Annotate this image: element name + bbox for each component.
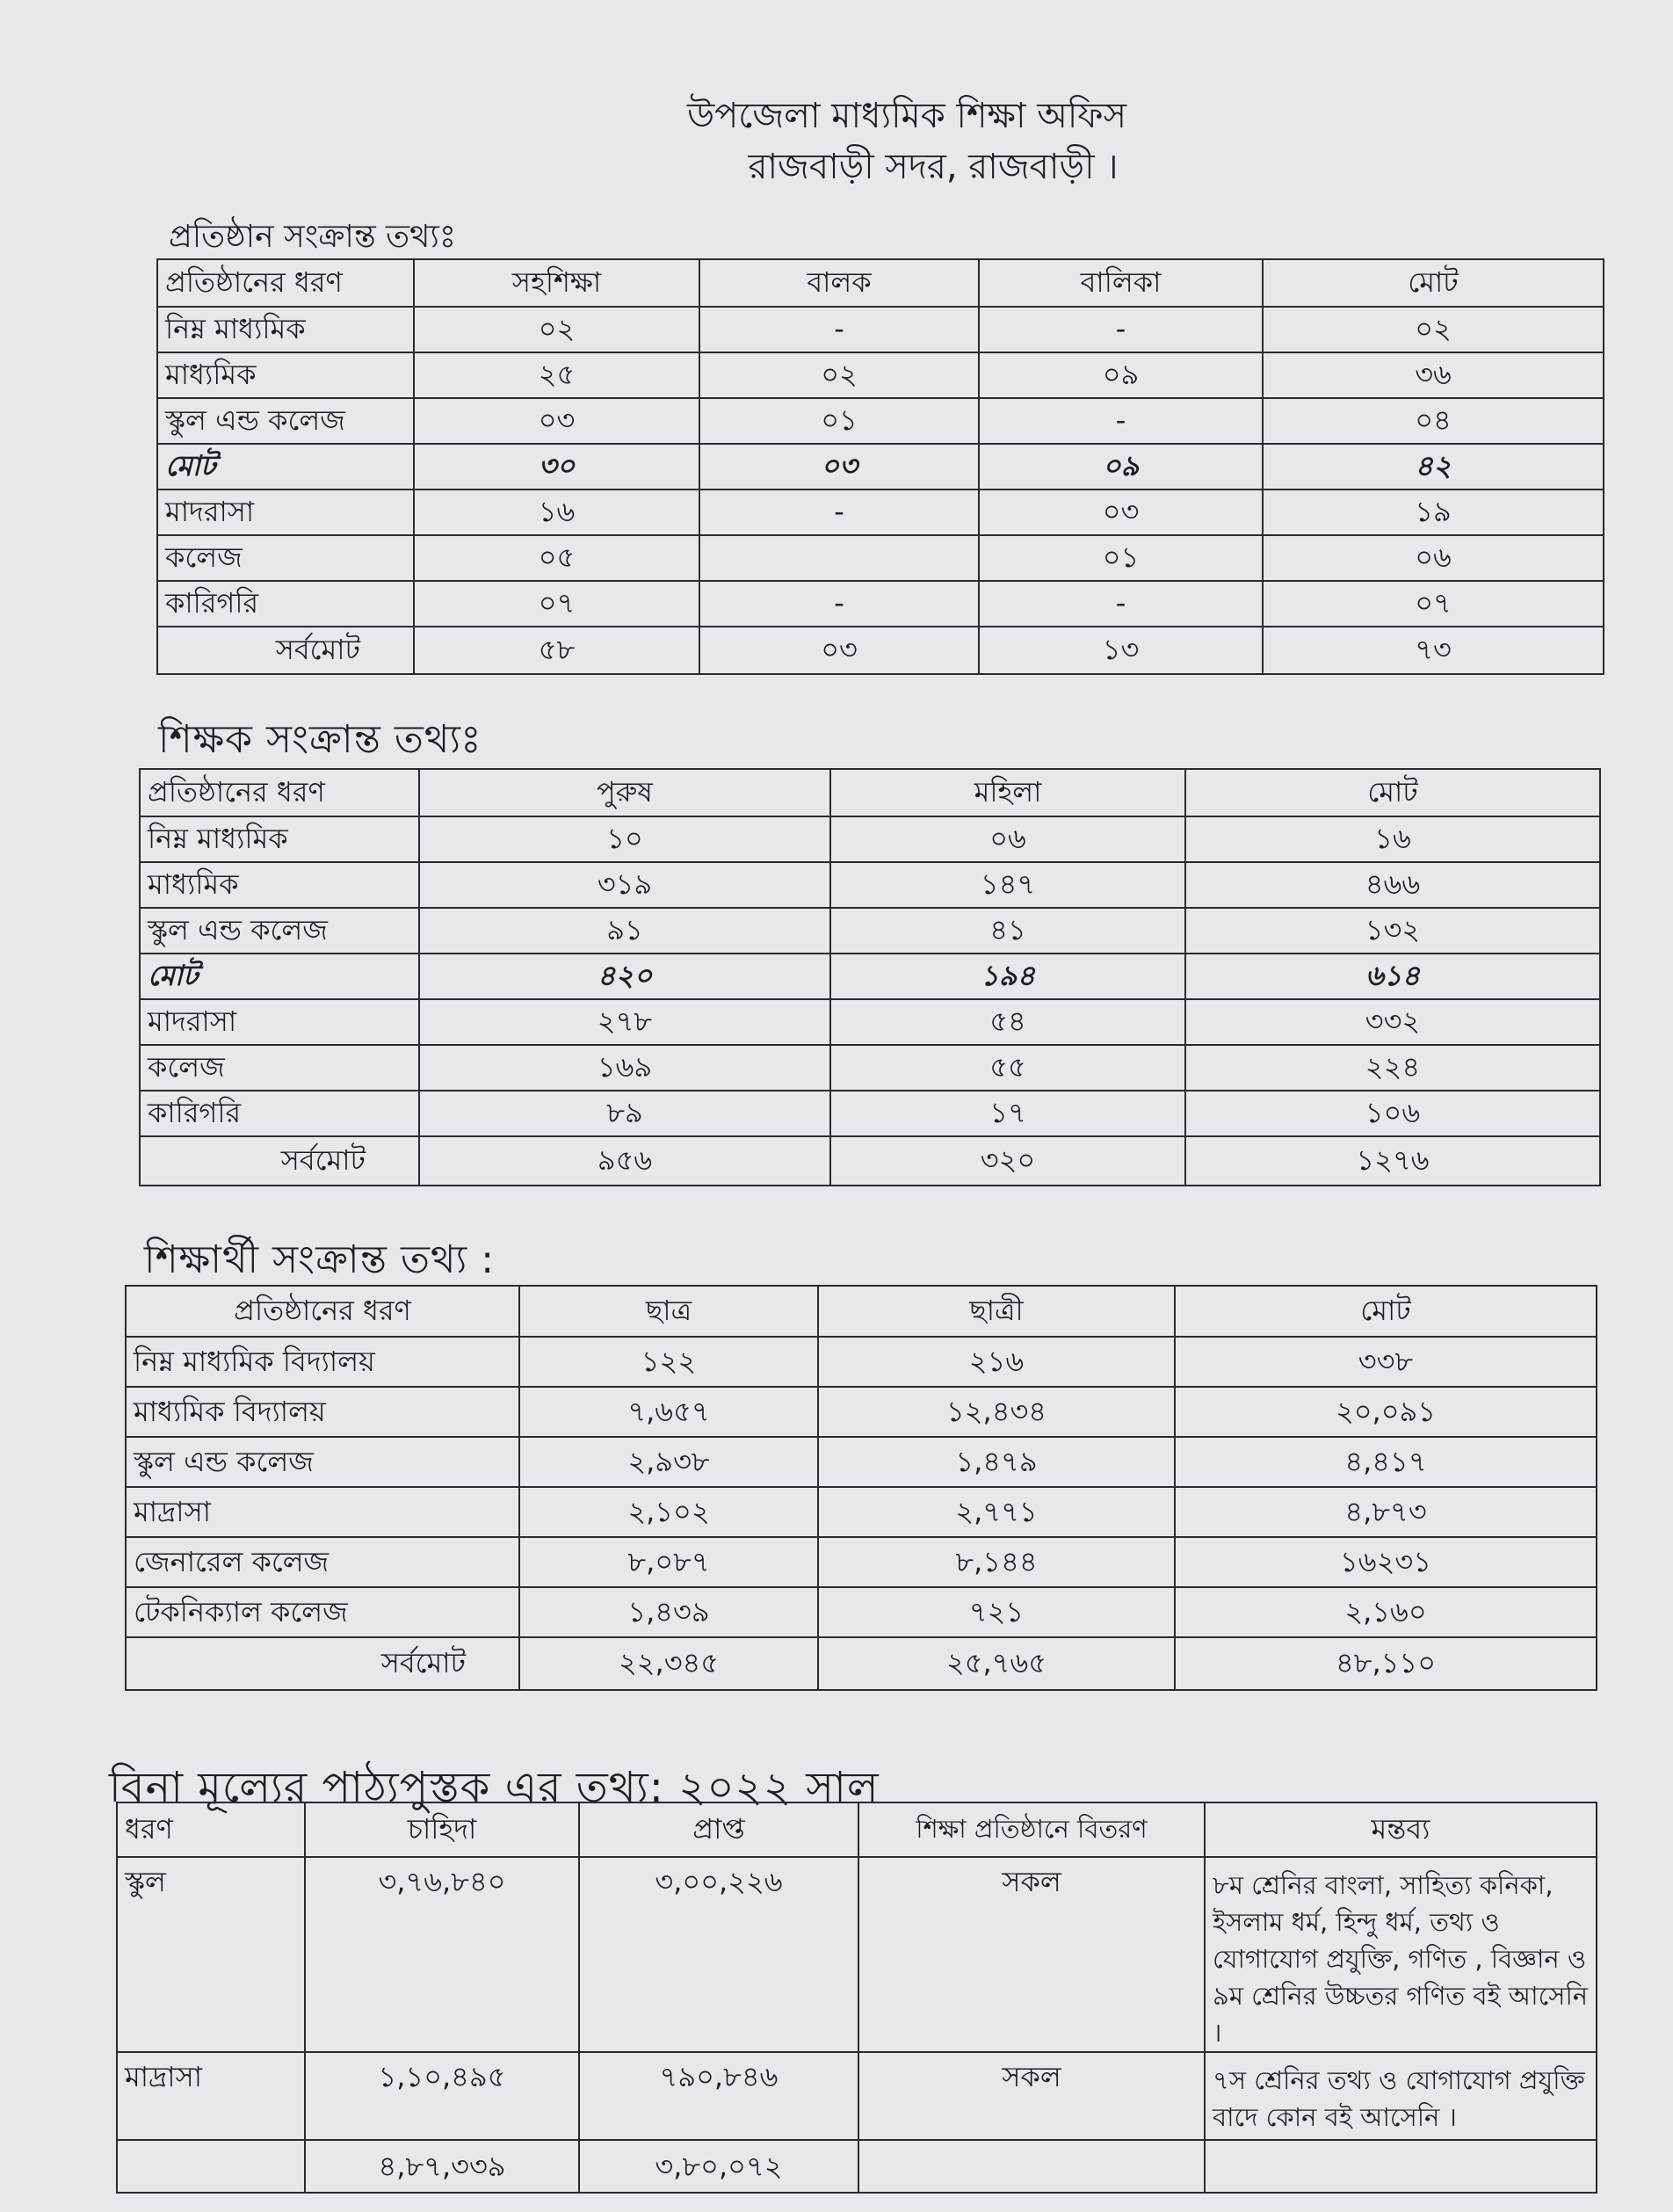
grand-total-row (126, 1637, 1597, 1690)
table-cell: ১৯৪ (830, 954, 1185, 999)
row-label: মোট (157, 444, 414, 490)
table-cell: ১০৬ (1185, 1091, 1600, 1136)
table-cell: ১৩২ (1185, 908, 1600, 954)
textbooks-title: বিনা মূল্যের পাঠ্যপুস্তক এর তথ্য: ২০২২ সাল (109, 1763, 880, 1812)
table-cell: ৩০ (414, 444, 699, 490)
table-cell: ০১ (699, 398, 979, 444)
table-cell: ৩২০ (830, 1136, 1185, 1186)
table-cell: ১৭ (830, 1091, 1185, 1136)
row-label: মোট (140, 954, 419, 999)
row-label: স্কুল এন্ড কলেজ (126, 1437, 519, 1487)
table-cell: ৫৫ (830, 1045, 1185, 1091)
col-header: সহশিক্ষা (414, 259, 699, 307)
table-cell: ৩,০০,২২৬ (579, 1857, 858, 2052)
col-header: ধরণ (117, 1802, 305, 1857)
table-cell: ১,৪৩৯ (519, 1587, 818, 1637)
table-cell: ১০ (419, 816, 830, 862)
row-label: স্কুল (117, 1857, 305, 2052)
col-header: বালক (699, 259, 979, 307)
table-cell: ০৬ (1263, 535, 1604, 581)
table-cell: ৫৮ (414, 627, 699, 674)
table-row (126, 1587, 1597, 1637)
table-cell: ০৩ (414, 398, 699, 444)
table-row (157, 307, 1604, 352)
table-cell: ২,১০২ (519, 1487, 818, 1537)
table-row (140, 1091, 1600, 1136)
row-label: নিম্ন মাধ্যমিক (157, 307, 414, 352)
table-row (126, 1337, 1597, 1387)
table-row (117, 1857, 1597, 2052)
table-cell: ০২ (1263, 307, 1604, 352)
row-label: মাদ্রাসা (126, 1487, 519, 1537)
office-location: রাজবাড়ী সদর, রাজবাড়ী । (748, 147, 1119, 187)
col-header: পুরুষ (419, 769, 830, 816)
table-cell: ২,৭৭১ (818, 1487, 1175, 1537)
table-cell: ০৩ (699, 627, 979, 674)
row-label: নিম্ন মাধ্যমিক বিদ্যালয় (126, 1337, 519, 1387)
row-label (117, 2140, 305, 2193)
table-cell: - (979, 307, 1263, 352)
table-cell: ১৪৭ (830, 862, 1185, 908)
table-row (157, 581, 1604, 627)
row-label: কারিগরি (140, 1091, 419, 1136)
total-row (117, 2140, 1597, 2193)
table-row (126, 1387, 1597, 1437)
table-cell: ৪১ (830, 908, 1185, 954)
table-cell: ১৬২৩১ (1175, 1537, 1597, 1587)
table-cell: ৭,৬৫৭ (519, 1387, 818, 1437)
row-label: মাধ্যমিক (140, 862, 419, 908)
table-cell: ৮৯ (419, 1091, 830, 1136)
table-cell: ৩৩২ (1185, 999, 1600, 1045)
row-label: নিম্ন মাধ্যমিক (140, 816, 419, 862)
col-header: মোট (1263, 259, 1604, 307)
table-header-row (140, 769, 1600, 816)
table-cell: ৯১ (419, 908, 830, 954)
table-cell: সকল (858, 1857, 1205, 2052)
table-cell: ৩৬ (1263, 352, 1604, 398)
table-row (140, 1045, 1600, 1091)
col-header: শিক্ষা প্রতিষ্ঠানে বিতরণ (858, 1802, 1205, 1857)
table-cell: ২,১৬০ (1175, 1587, 1597, 1637)
table-cell: - (699, 490, 979, 535)
students-title: শিক্ষার্থী সংক্রান্ত তথ্য : (144, 1237, 496, 1282)
table-cell: - (979, 581, 1263, 627)
row-label: সর্বমোট (140, 1136, 419, 1186)
table-row (126, 1537, 1597, 1587)
col-header: চাহিদা (305, 1802, 579, 1857)
subtotal-row (157, 444, 1604, 490)
table-cell: ৩১৯ (419, 862, 830, 908)
table-cell: ২৭৮ (419, 999, 830, 1045)
table-cell: ৪২ (1263, 444, 1604, 490)
col-header: মন্তব্য (1205, 1802, 1597, 1857)
row-label: মাধ্যমিক বিদ্যালয় (126, 1387, 519, 1437)
table-cell: ২২,৩৪৫ (519, 1637, 818, 1690)
table-cell: ৩,৭৬,৮৪০ (305, 1857, 579, 2052)
table-cell (699, 535, 979, 581)
table-cell: ৪৬৬ (1185, 862, 1600, 908)
remark-cell (1205, 2140, 1597, 2193)
col-header: প্রতিষ্ঠানের ধরণ (140, 769, 419, 816)
table-header-row (117, 1802, 1597, 1857)
table-cell: ৭২১ (818, 1587, 1175, 1637)
col-header: ছাত্র (519, 1286, 818, 1337)
table-row (126, 1437, 1597, 1487)
table-cell: ৭৯০,৮৪৬ (579, 2052, 858, 2140)
col-header: প্রাপ্ত (579, 1802, 858, 1857)
col-header: বালিকা (979, 259, 1263, 307)
table-row (140, 999, 1600, 1045)
table-cell: ১৬ (1185, 816, 1600, 862)
table-row (140, 816, 1600, 862)
table-row (157, 398, 1604, 444)
table-cell: ০২ (414, 307, 699, 352)
row-label: টেকনিক্যাল কলেজ (126, 1587, 519, 1637)
table-cell: ৪২০ (419, 954, 830, 999)
table-cell: ১৬৯ (419, 1045, 830, 1091)
grand-total-row (157, 627, 1604, 674)
table-cell: ০৫ (414, 535, 699, 581)
table-cell: ৯৫৬ (419, 1136, 830, 1186)
table-cell: ০১ (979, 535, 1263, 581)
teachers-title: শিক্ষক সংক্রান্ত তথ্যঃ (158, 717, 482, 762)
table-cell: ৩৩৮ (1175, 1337, 1597, 1387)
office-title: উপজেলা মাধ্যমিক শিক্ষা অফিস (686, 96, 1127, 136)
table-cell: ৪,৮৭৩ (1175, 1487, 1597, 1537)
table-cell: ১২৭৬ (1185, 1136, 1600, 1186)
row-label: স্কুল এন্ড কলেজ (157, 398, 414, 444)
row-label: কলেজ (140, 1045, 419, 1091)
row-label: স্কুল এন্ড কলেজ (140, 908, 419, 954)
col-header: ছাত্রী (818, 1286, 1175, 1337)
table-row (157, 535, 1604, 581)
table-cell: ৩,৮০,০৭২ (579, 2140, 858, 2193)
table-cell: ২৫,৭৬৫ (818, 1637, 1175, 1690)
row-label: সর্বমোট (126, 1637, 519, 1690)
col-header: প্রতিষ্ঠানের ধরণ (157, 259, 414, 307)
table-cell: ০৯ (979, 444, 1263, 490)
table-cell: ৮,০৮৭ (519, 1537, 818, 1587)
table-header-row (157, 259, 1604, 307)
table-cell: ৬১৪ (1185, 954, 1600, 999)
row-label: মাদরাসা (140, 999, 419, 1045)
teachers-table (139, 768, 1601, 1186)
table-cell: ১৯ (1263, 490, 1604, 535)
table-cell: ০৭ (414, 581, 699, 627)
table-cell: ৭৩ (1263, 627, 1604, 674)
remark-cell: ৭স শ্রেনির তথ্য ও যোগাযোগ প্রযুক্তি বাদে কোন বই আসেনি । (1205, 2052, 1597, 2140)
row-label: মাধ্যমিক (157, 352, 414, 398)
table-cell: ৫৪ (830, 999, 1185, 1045)
table-cell: ৮,১৪৪ (818, 1537, 1175, 1587)
col-header: মহিলা (830, 769, 1185, 816)
table-cell (858, 2140, 1205, 2193)
table-cell: ০৩ (699, 444, 979, 490)
table-cell: ১২২ (519, 1337, 818, 1387)
table-cell: - (699, 581, 979, 627)
col-header: মোট (1185, 769, 1600, 816)
table-cell: ২৫ (414, 352, 699, 398)
table-cell: ১,১০,৪৯৫ (305, 2052, 579, 2140)
table-cell: ৪৮,১১০ (1175, 1637, 1597, 1690)
table-cell: ০৬ (830, 816, 1185, 862)
table-cell: ১৬ (414, 490, 699, 535)
table-cell: ২২৪ (1185, 1045, 1600, 1091)
table-row (140, 908, 1600, 954)
table-cell: ১,৪৭৯ (818, 1437, 1175, 1487)
students-table (125, 1285, 1597, 1691)
subtotal-row (140, 954, 1600, 999)
table-cell: ০৭ (1263, 581, 1604, 627)
row-label: সর্বমোট (157, 627, 414, 674)
table-cell: ২১৬ (818, 1337, 1175, 1387)
grand-total-row (140, 1136, 1600, 1186)
table-cell: সকল (858, 2052, 1205, 2140)
table-cell: ৪,৮৭,৩৩৯ (305, 2140, 579, 2193)
col-header: মোট (1175, 1286, 1597, 1337)
institutions-table (156, 258, 1604, 675)
row-label: জেনারেল কলেজ (126, 1537, 519, 1587)
table-cell: ২,৯৩৮ (519, 1437, 818, 1487)
table-row (126, 1487, 1597, 1537)
col-header: প্রতিষ্ঠানের ধরণ (126, 1286, 519, 1337)
table-cell: ১৩ (979, 627, 1263, 674)
table-cell: ০২ (699, 352, 979, 398)
row-label: কলেজ (157, 535, 414, 581)
table-cell: ০৩ (979, 490, 1263, 535)
institutions-title: প্রতিষ্ঠান সংক্রান্ত তথ্যঃ (169, 219, 457, 255)
table-cell: - (979, 398, 1263, 444)
table-row (140, 862, 1600, 908)
table-cell: ৪,৪১৭ (1175, 1437, 1597, 1487)
row-label: মাদরাসা (157, 490, 414, 535)
table-row (157, 352, 1604, 398)
table-cell: ০৪ (1263, 398, 1604, 444)
table-cell: ২০,০৯১ (1175, 1387, 1597, 1437)
row-label: মাদ্রাসা (117, 2052, 305, 2140)
table-header-row (126, 1286, 1597, 1337)
textbooks-table (116, 1802, 1597, 2194)
remark-cell: ৮ম শ্রেনির বাংলা, সাহিত্য কনিকা, ইসলাম ধর্ম, হিন্দু ধর্ম, তথ্য ও যোগাযোগ প্রযুক্তি, গণিত , বিজ্ঞান ও ৯ম শ্রেনির উচ্চতর গণিত বই আসেনি । (1205, 1857, 1597, 2052)
table-row (117, 2052, 1597, 2140)
table-cell: - (699, 307, 979, 352)
table-cell: ১২,৪৩৪ (818, 1387, 1175, 1437)
table-cell: ০৯ (979, 352, 1263, 398)
table-row (157, 490, 1604, 535)
row-label: কারিগরি (157, 581, 414, 627)
